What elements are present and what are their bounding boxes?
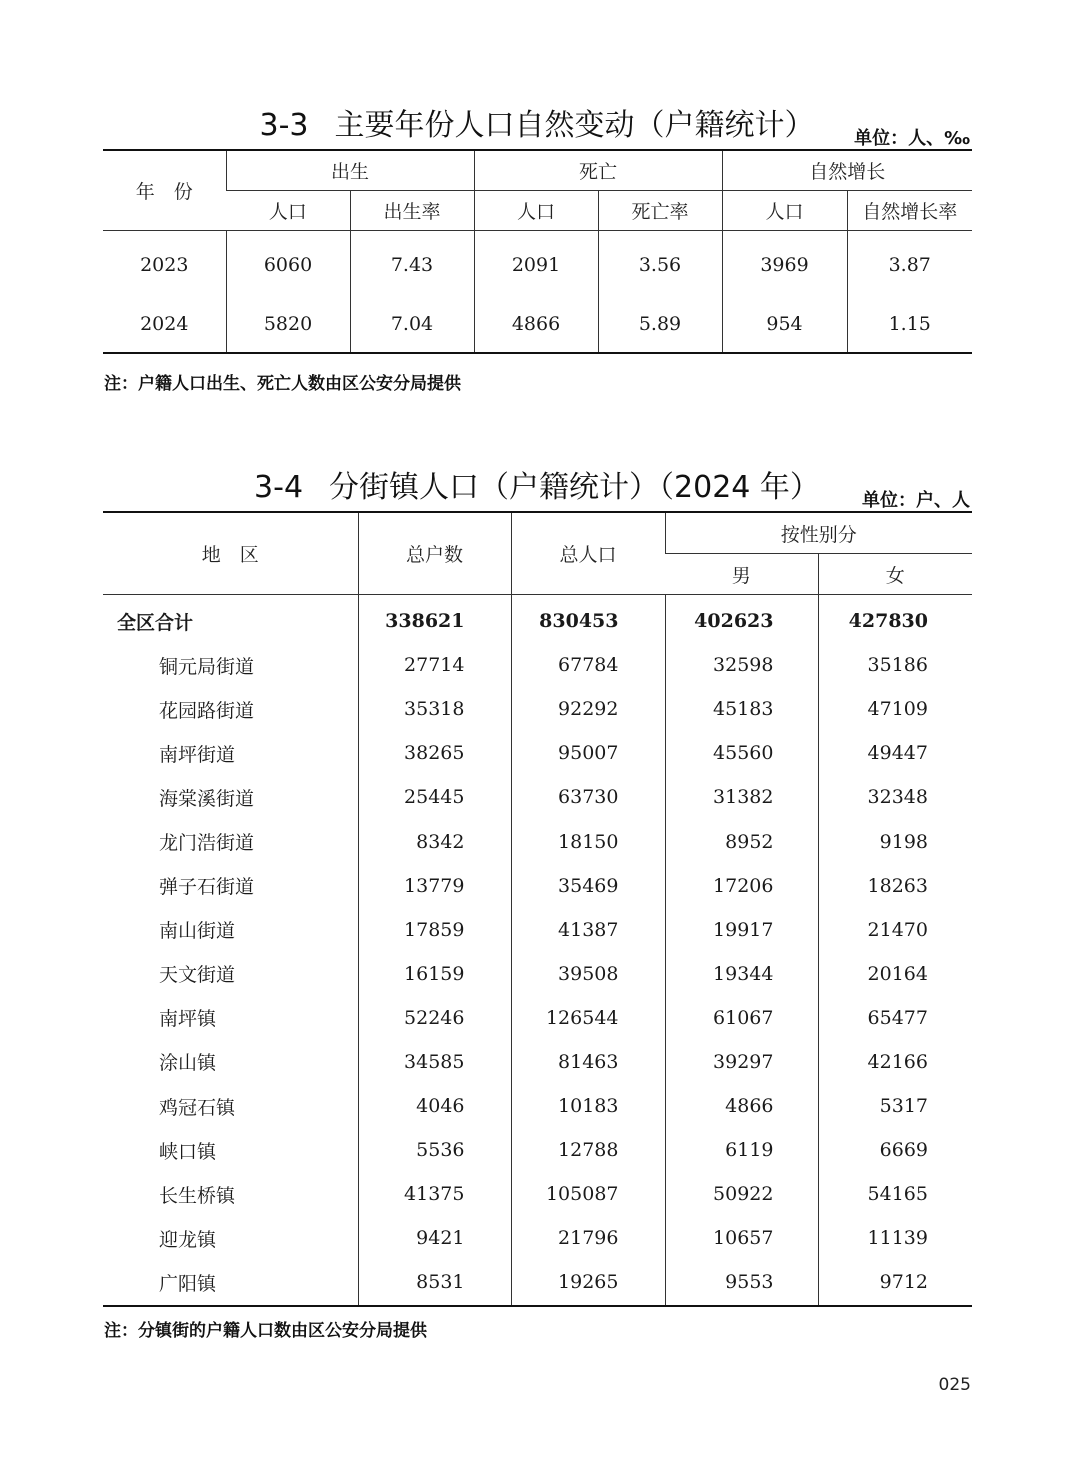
- table-row: [103, 908, 972, 952]
- cell-population: 12788: [511, 1128, 665, 1172]
- cell-male: 8952: [665, 819, 818, 863]
- header-birth: 出生: [226, 150, 474, 191]
- cell-female: 42166: [818, 1040, 972, 1084]
- cell-male: 32598: [665, 643, 818, 687]
- cell-female: 18263: [818, 864, 972, 908]
- cell-male: 39297: [665, 1040, 818, 1084]
- table-row: [103, 996, 972, 1040]
- header-year: 年 份: [103, 150, 226, 231]
- cell-female: 54165: [818, 1172, 972, 1216]
- header-by-sex: 按性别分: [665, 512, 972, 554]
- cell-name: 南山街道: [159, 920, 236, 943]
- table-row: [103, 819, 972, 863]
- cell-households: 35318: [358, 687, 511, 731]
- cell-households: 17859: [358, 908, 511, 952]
- table34-note: 注：分镇街的户籍人口数由区公安分局提供: [104, 1321, 427, 1341]
- table-row: [103, 1040, 972, 1084]
- table-row: [103, 731, 972, 775]
- table-row-total: [103, 595, 972, 644]
- table33-number: 3-3: [259, 108, 309, 143]
- cell-name: 鸡冠石镇: [159, 1096, 236, 1119]
- cell-households: 41375: [358, 1172, 511, 1216]
- table34-title-text: 分街镇人口（户籍统计）（2024 年）: [329, 470, 820, 505]
- cell-name: 长生桥镇: [159, 1184, 236, 1207]
- cell-female: 65477: [818, 996, 972, 1040]
- table34: [103, 511, 972, 1307]
- table-row: [103, 1172, 972, 1216]
- table-row: [103, 1128, 972, 1172]
- cell-households: 27714: [358, 643, 511, 687]
- table-row: [103, 1084, 972, 1128]
- cell-households: 338621: [358, 595, 511, 644]
- table-row: [103, 231, 972, 297]
- cell-female: 21470: [818, 908, 972, 952]
- cell-population: 41387: [511, 908, 665, 952]
- table34-unit: 单位：户、人: [862, 490, 970, 511]
- table-row: [103, 1260, 972, 1305]
- table-row: [103, 775, 972, 819]
- cell-population: 39508: [511, 952, 665, 996]
- table-row: [103, 864, 972, 908]
- cell-population: 63730: [511, 775, 665, 819]
- cell-population: 95007: [511, 731, 665, 775]
- cell-population: 105087: [511, 1172, 665, 1216]
- subheader-death-rate: 死亡率: [598, 191, 722, 231]
- cell-population: 126544: [511, 996, 665, 1040]
- cell-name: 南坪街道: [159, 743, 236, 766]
- cell-population: 21796: [511, 1216, 665, 1260]
- header-region: 地 区: [103, 512, 358, 595]
- table33: [103, 149, 972, 354]
- subheader-birth-rate: 出生率: [350, 191, 474, 231]
- cell-birth-rate: 7.04: [350, 296, 474, 353]
- cell-male: 6119: [665, 1128, 818, 1172]
- cell-growth-pop: 3969: [722, 231, 847, 297]
- cell-male: 17206: [665, 864, 818, 908]
- cell-death-rate: 3.56: [598, 231, 722, 297]
- cell-birth-pop: 6060: [226, 231, 350, 297]
- cell-households: 16159: [358, 952, 511, 996]
- cell-population: 35469: [511, 864, 665, 908]
- table-row: [103, 952, 972, 996]
- table33-subheader-row: [103, 191, 972, 231]
- cell-population: 81463: [511, 1040, 665, 1084]
- subheader-growth-pop: 人口: [722, 191, 847, 231]
- cell-population: 10183: [511, 1084, 665, 1128]
- cell-growth-pop: 954: [722, 296, 847, 353]
- subheader-death-pop: 人口: [474, 191, 598, 231]
- cell-male: 402623: [665, 595, 818, 644]
- cell-female: 49447: [818, 731, 972, 775]
- cell-name: 南坪镇: [159, 1008, 217, 1031]
- cell-population: 67784: [511, 643, 665, 687]
- table34-header-row: [103, 512, 972, 554]
- cell-birth-rate: 7.43: [350, 231, 474, 297]
- table-row: [103, 643, 972, 687]
- cell-death-pop: 4866: [474, 296, 598, 353]
- header-male: 男: [665, 554, 818, 595]
- cell-households: 34585: [358, 1040, 511, 1084]
- cell-female: 35186: [818, 643, 972, 687]
- cell-male: 10657: [665, 1216, 818, 1260]
- cell-name: 涂山镇: [159, 1052, 217, 1075]
- cell-death-rate: 5.89: [598, 296, 722, 353]
- subheader-growth-rate: 自然增长率: [847, 191, 972, 231]
- cell-male: 50922: [665, 1172, 818, 1216]
- cell-female: 5317: [818, 1084, 972, 1128]
- cell-households: 8531: [358, 1260, 511, 1305]
- cell-male: 31382: [665, 775, 818, 819]
- cell-name: 广阳镇: [159, 1272, 217, 1295]
- cell-female: 9198: [818, 819, 972, 863]
- subheader-birth-pop: 人口: [226, 191, 350, 231]
- header-death: 死亡: [474, 150, 722, 191]
- cell-birth-pop: 5820: [226, 296, 350, 353]
- cell-male: 4866: [665, 1084, 818, 1128]
- cell-male: 45183: [665, 687, 818, 731]
- header-households: 总户数: [358, 512, 511, 595]
- cell-name: 迎龙镇: [159, 1228, 217, 1251]
- table33-unit: 单位：人、‰: [854, 128, 970, 149]
- page-number: 025: [938, 1375, 971, 1395]
- cell-name: 峡口镇: [159, 1140, 217, 1163]
- cell-female: 20164: [818, 952, 972, 996]
- cell-name: 花园路街道: [159, 699, 255, 722]
- cell-female: 427830: [818, 595, 972, 644]
- cell-female: 9712: [818, 1260, 972, 1305]
- cell-male: 9553: [665, 1260, 818, 1305]
- cell-households: 4046: [358, 1084, 511, 1128]
- cell-female: 6669: [818, 1128, 972, 1172]
- cell-name: 龙门浩街道: [159, 832, 255, 855]
- cell-population: 830453: [511, 595, 665, 644]
- table-row: [103, 296, 972, 353]
- cell-name: 海棠溪街道: [159, 787, 255, 810]
- cell-growth-rate: 3.87: [847, 231, 972, 297]
- cell-male: 61067: [665, 996, 818, 1040]
- cell-households: 9421: [358, 1216, 511, 1260]
- cell-growth-rate: 1.15: [847, 296, 972, 353]
- cell-population: 18150: [511, 819, 665, 863]
- table-row: [103, 687, 972, 731]
- cell-households: 38265: [358, 731, 511, 775]
- cell-households: 25445: [358, 775, 511, 819]
- cell-households: 5536: [358, 1128, 511, 1172]
- cell-female: 47109: [818, 687, 972, 731]
- cell-name: 天文街道: [159, 964, 236, 987]
- cell-households: 52246: [358, 996, 511, 1040]
- cell-year: 2023: [140, 254, 189, 276]
- cell-population: 92292: [511, 687, 665, 731]
- cell-name: 铜元局街道: [159, 655, 255, 678]
- cell-households: 8342: [358, 819, 511, 863]
- cell-male: 45560: [665, 731, 818, 775]
- table33-title-text: 主要年份人口自然变动（户籍统计）: [334, 108, 815, 143]
- header-female: 女: [818, 554, 972, 595]
- table33-note: 注：户籍人口出生、死亡人数由区公安分局提供: [104, 374, 461, 394]
- cell-female: 32348: [818, 775, 972, 819]
- table34-body: [103, 595, 972, 1306]
- cell-male: 19917: [665, 908, 818, 952]
- cell-male: 19344: [665, 952, 818, 996]
- table34-number: 3-4: [254, 470, 304, 505]
- header-growth: 自然增长: [722, 150, 972, 191]
- cell-households: 13779: [358, 864, 511, 908]
- table33-header-row: [103, 150, 972, 191]
- table-row: [103, 1216, 972, 1260]
- cell-female: 11139: [818, 1216, 972, 1260]
- cell-population: 19265: [511, 1260, 665, 1305]
- cell-death-pop: 2091: [474, 231, 598, 297]
- header-population: 总人口: [511, 512, 665, 595]
- cell-name: 全区合计: [117, 611, 194, 634]
- cell-year: 2024: [140, 313, 189, 335]
- cell-name: 弹子石街道: [159, 876, 255, 899]
